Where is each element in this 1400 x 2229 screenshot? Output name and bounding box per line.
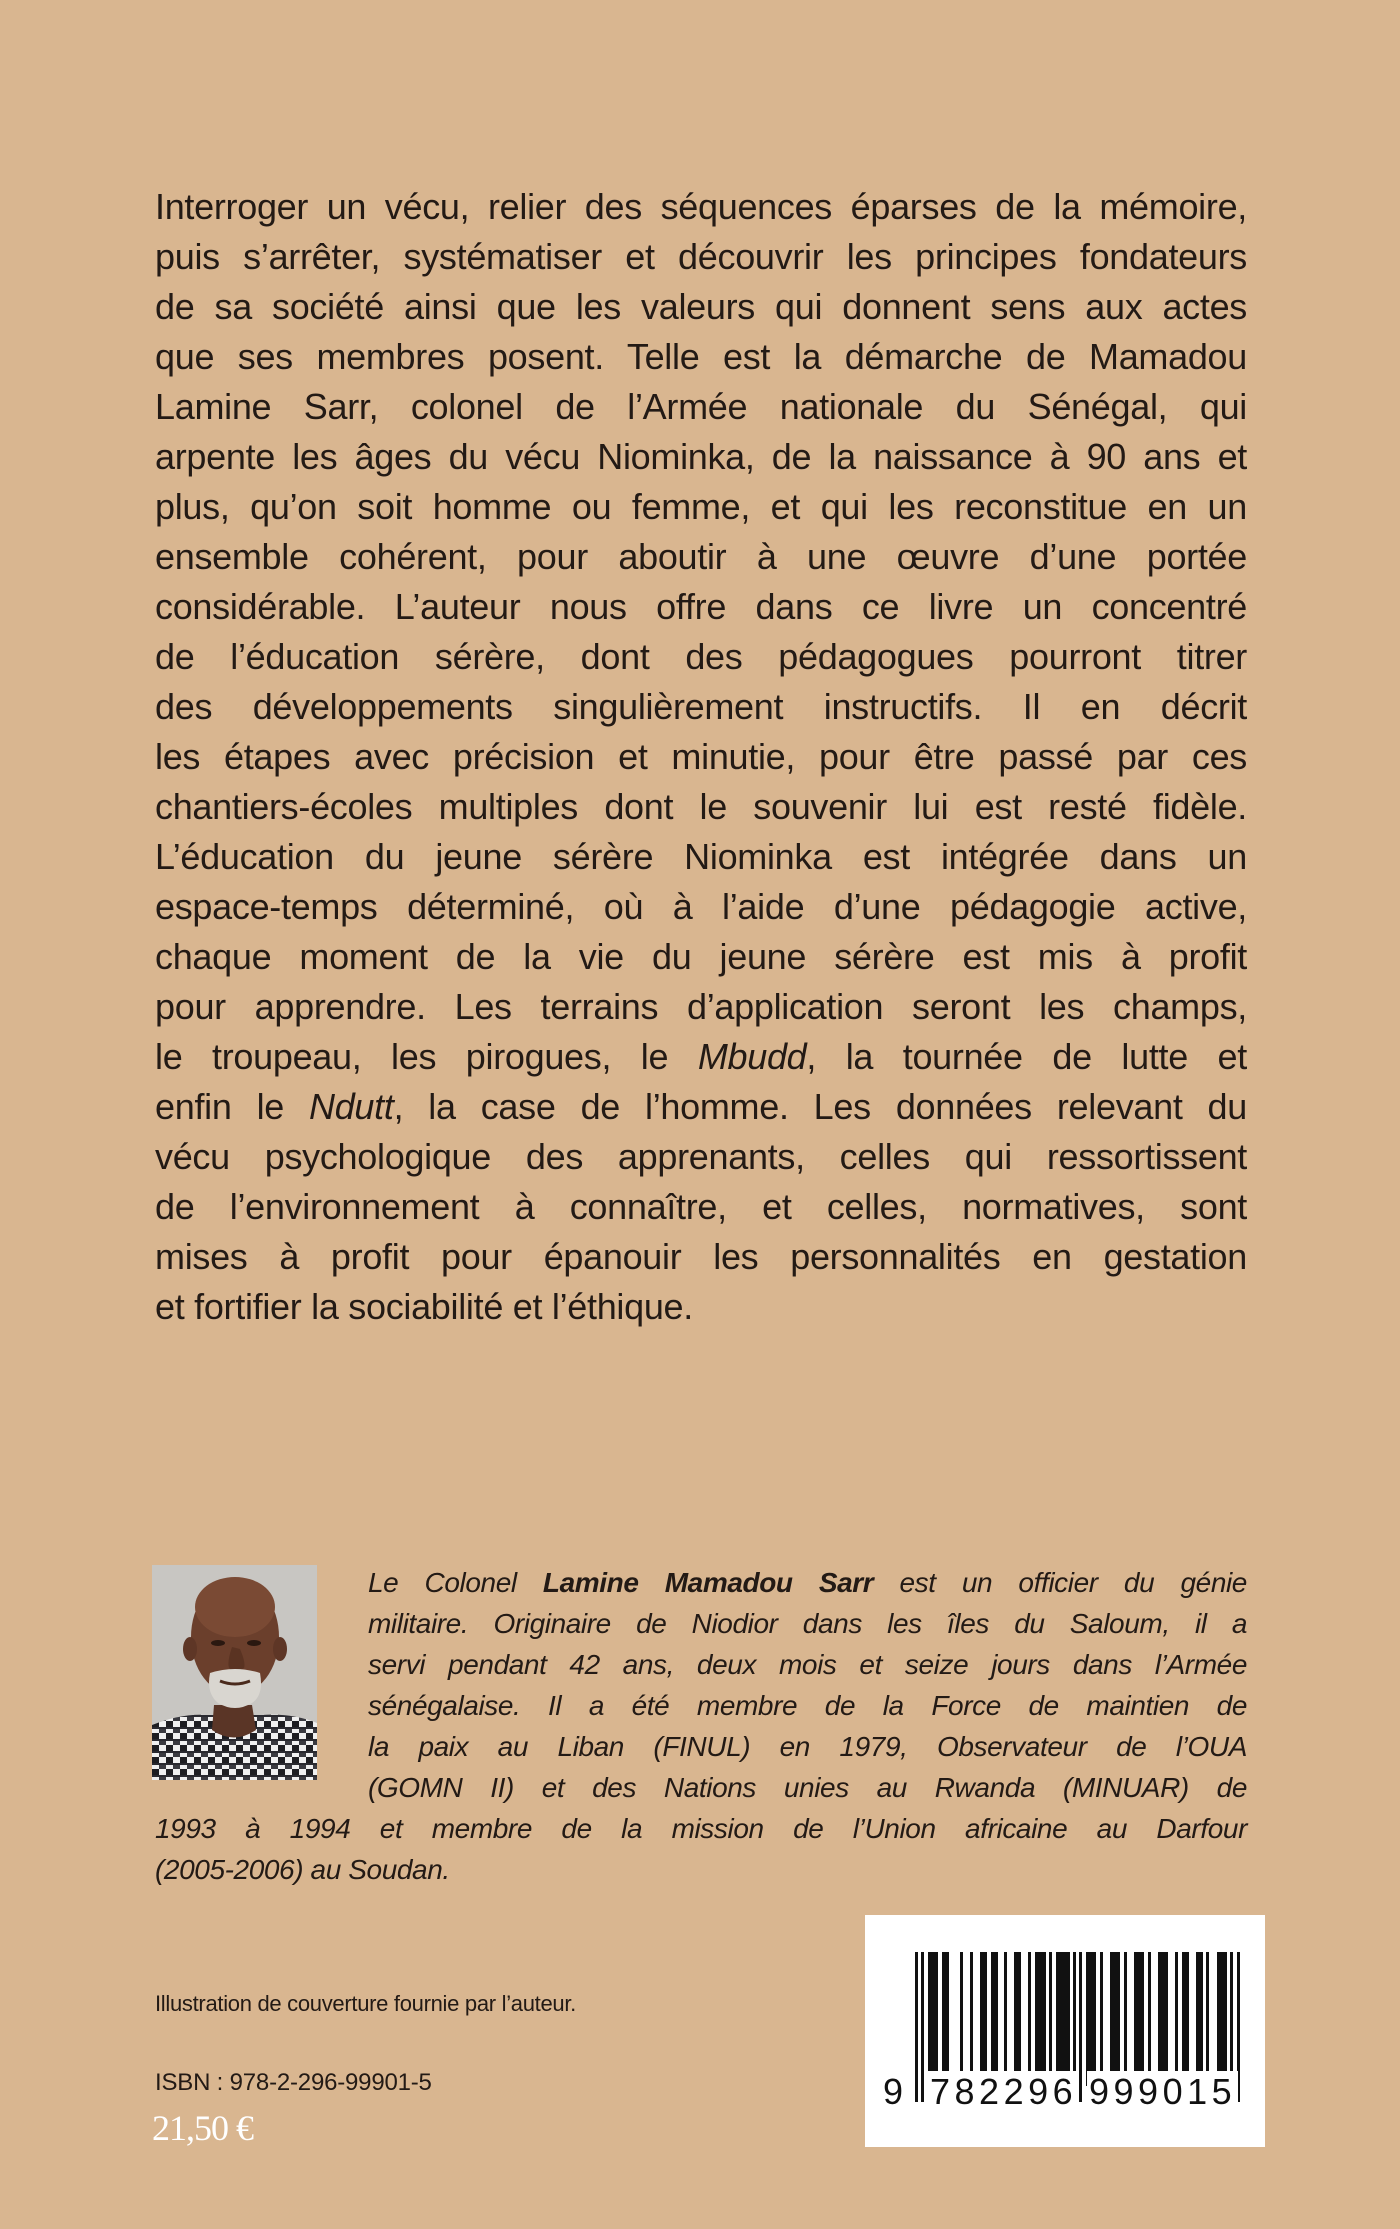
blurb-line: espace-temps déterminé, où à l’aide d’une pédagogie active, (155, 886, 1247, 927)
author-name: Lamine Mamadou Sarr (542, 1567, 874, 1598)
blurb-line: chantiers-écoles multiples dont le souvenir lui est resté fidèle. (155, 786, 1247, 827)
author-bio (155, 1562, 1247, 1890)
blurb-term-mbudd: Mbudd (697, 1036, 807, 1077)
blurb-line: Lamine Sarr, colonel de l’Armée nationale du Sénégal, qui (155, 386, 1247, 427)
blurb-line: de l’environnement à connaître, et celles, normatives, sont (155, 1186, 1247, 1227)
blurb-line: les étapes avec précision et minutie, pour être passé par ces (155, 736, 1247, 777)
cover-illustration-credit: Illustration de couverture fournie par l’auteur. (155, 1991, 576, 2016)
barcode-digit-first: 9 (883, 2071, 904, 2112)
blurb-line: que ses membres posent. Telle est la démarche de Mamadou (155, 336, 1247, 377)
bio-line (155, 1562, 1247, 1603)
bio-line: (GOMN II) et des Nations unies au Rwanda (MINUAR) de (368, 1772, 1247, 1803)
back-cover-blurb (155, 182, 1247, 1332)
blurb-line: de sa société ainsi que les valeurs qui donnent sens aux actes (155, 286, 1247, 327)
barcode-digits-left: 782296 (930, 2071, 1078, 2112)
blurb-line: plus, qu’on soit homme ou femme, et qui les reconstitue en un (155, 486, 1247, 527)
bio-text: est un officier du génie (873, 1567, 1247, 1598)
blurb-line: L’éducation du jeune sérère Niominka est intégrée dans un (155, 836, 1247, 877)
blurb-line: chaque moment de la vie du jeune sérère est mis à profit (155, 936, 1247, 977)
bio-line: militaire. Originaire de Niodior dans les îles du Saloum, il a (368, 1608, 1247, 1639)
blurb-line: des développements singulièrement instructifs. Il en décrit (155, 686, 1247, 727)
blurb-text: , la case de l’homme. Les données relevant du (393, 1086, 1248, 1127)
bio-text: Le Colonel (368, 1567, 543, 1598)
blurb-line: vécu psychologique des apprenants, celles qui ressortissent (155, 1136, 1247, 1177)
blurb-line: Interroger un vécu, relier des séquences éparses de la mémoire, (155, 186, 1247, 227)
barcode-digits-right: 999015 (1089, 2071, 1237, 2112)
blurb-line: considérable. L’auteur nous offre dans ce livre un concentré (155, 586, 1247, 627)
blurb-text: , la tournée de lutte et (806, 1036, 1247, 1077)
blurb-line: ensemble cohérent, pour aboutir à une œuvre d’une portée (155, 536, 1247, 577)
blurb-line: de l’éducation sérère, dont des pédagogues pourront titrer (155, 636, 1247, 677)
blurb-line: et fortifier la sociabilité et l’éthique. (155, 1286, 693, 1327)
blurb-line: pour apprendre. Les terrains d’application seront les champs, (155, 986, 1247, 1027)
isbn-barcode (865, 1915, 1265, 2147)
price: 21,50 € (152, 2108, 253, 2148)
bio-line: servi pendant 42 ans, deux mois et seize jours dans l’Armée (368, 1649, 1247, 1680)
blurb-text: le troupeau, les pirogues, le (155, 1036, 698, 1077)
blurb-line (155, 1082, 1247, 1132)
bio-line: (2005-2006) au Soudan. (155, 1854, 450, 1885)
blurb-term-ndutt: Ndutt (309, 1086, 394, 1127)
blurb-line: mises à profit pour épanouir les personnalités en gestation (155, 1236, 1247, 1277)
isbn: ISBN : 978-2-296-99901-5 (155, 2069, 432, 2096)
bio-line: 1993 à 1994 et membre de la mission de l’Union africaine au Darfour (155, 1813, 1247, 1844)
bio-line: la paix au Liban (FINUL) en 1979, Observateur de l’OUA (368, 1731, 1247, 1762)
barcode-digits (865, 1917, 1265, 2149)
blurb-line (155, 1032, 1247, 1082)
bio-line: sénégalaise. Il a été membre de la Force de maintien de (368, 1690, 1247, 1721)
blurb-text: enfin le (155, 1086, 310, 1127)
blurb-line: arpente les âges du vécu Niominka, de la naissance à 90 ans et (155, 436, 1247, 477)
blurb-line: puis s’arrêter, systématiser et découvrir les principes fondateurs (155, 236, 1247, 277)
